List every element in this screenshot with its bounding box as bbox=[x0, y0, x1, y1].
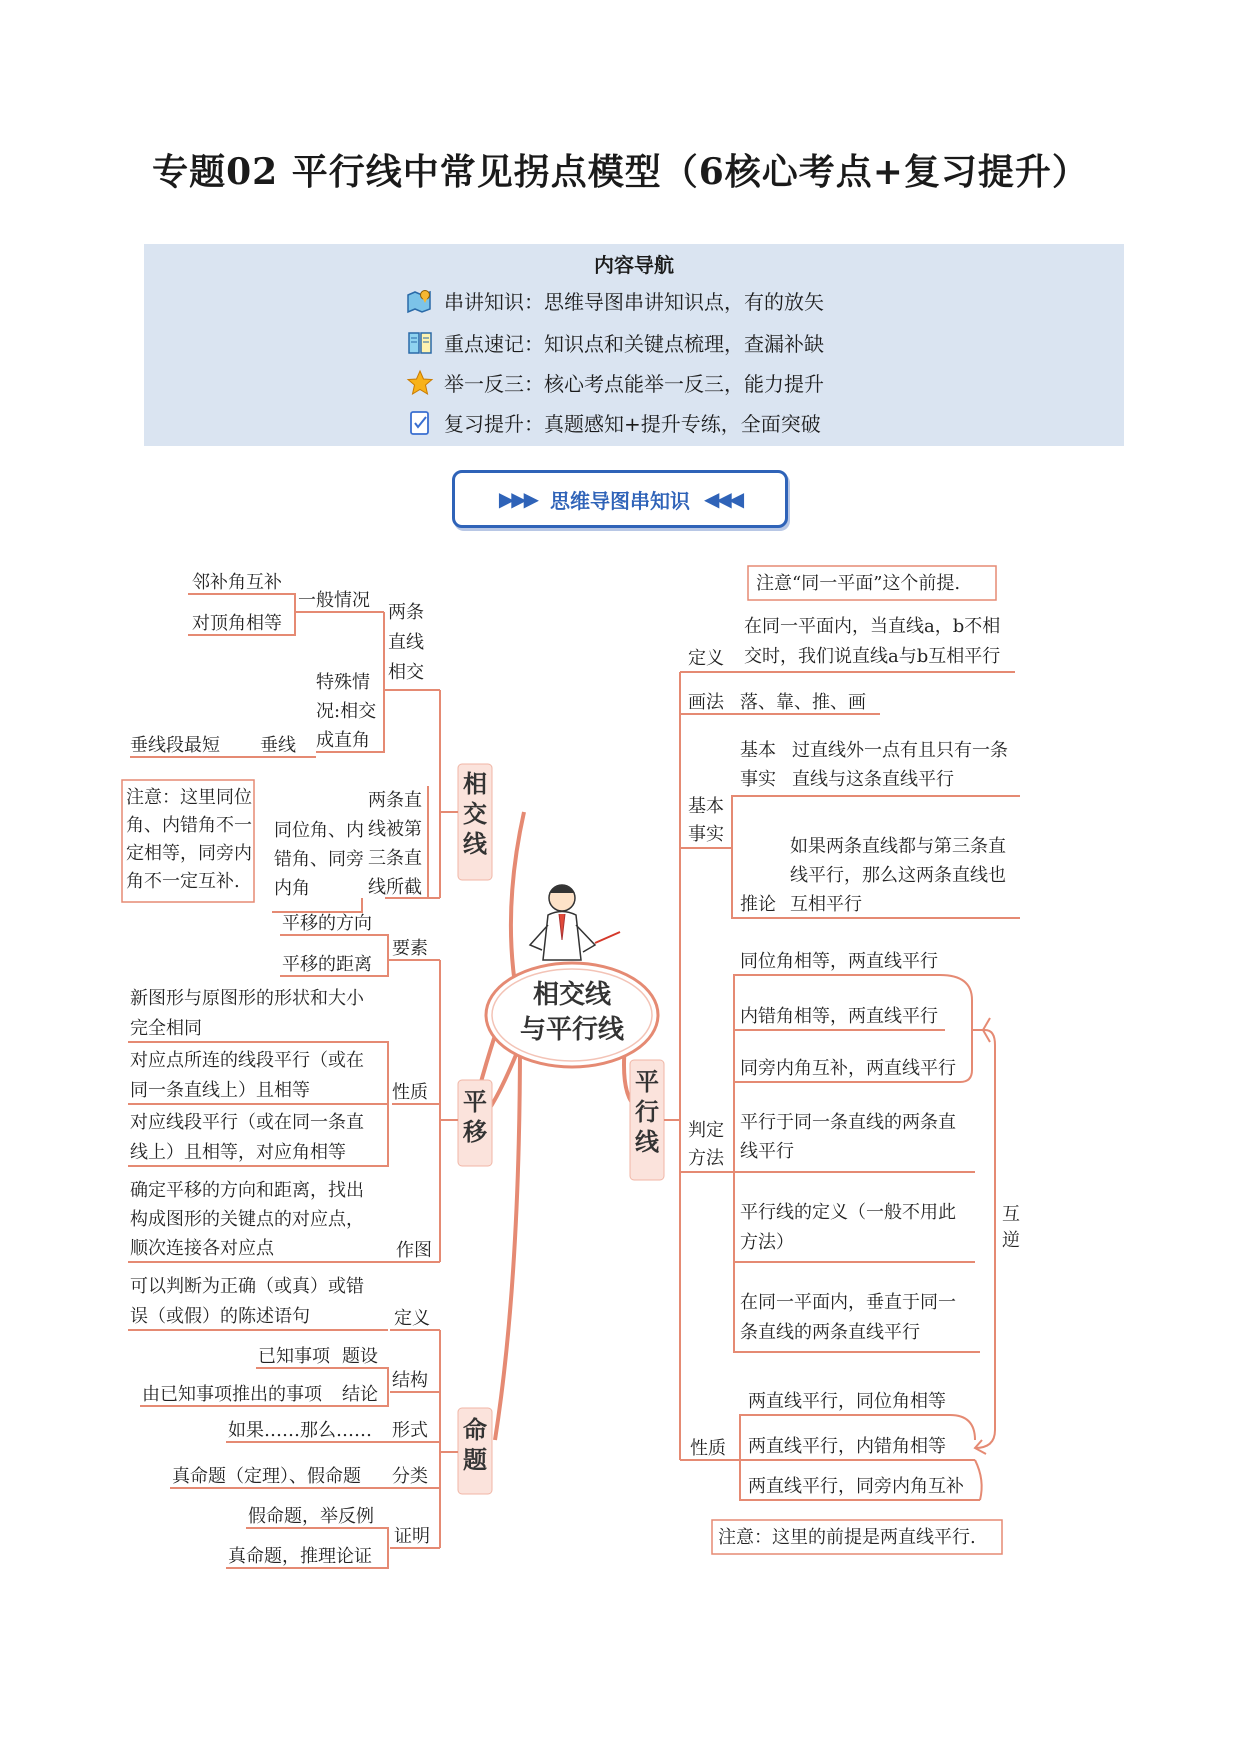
py-property: 性质 bbox=[392, 1082, 428, 1103]
xjx-three-3: 三条直 bbox=[368, 848, 422, 869]
pxx-bf-label-2: 事实 bbox=[740, 769, 776, 790]
pxx-j4-1: 平行于同一条直线的两条直 bbox=[740, 1112, 956, 1133]
xjx-two-lines-1: 两条 bbox=[388, 602, 424, 623]
pxx-note-top: 注意“同一平面”这个前提. bbox=[756, 573, 961, 594]
mt-counter: 假命题，举反例 bbox=[248, 1506, 374, 1527]
banner-title: 思维导图串知识 bbox=[550, 488, 690, 513]
pxx-property: 性质 bbox=[690, 1438, 726, 1459]
mt-proof: 证明 bbox=[394, 1526, 430, 1547]
nav-item-knowledge: 串讲知识：思维导图串讲知识点，有的放矢 bbox=[406, 286, 824, 315]
mt-conclusion: 结论 bbox=[342, 1384, 378, 1405]
mt-known: 已知事项 bbox=[258, 1346, 330, 1367]
arrows-left-icon: ◀◀◀ bbox=[704, 487, 742, 511]
xjx-note-2: 角、内错角不一 bbox=[126, 815, 252, 836]
xjx-vertical: 对顶角相等 bbox=[192, 613, 282, 634]
branch-py-1: 平 bbox=[463, 1088, 487, 1116]
pxx-judgement-2: 方法 bbox=[688, 1148, 724, 1169]
xjx-angles-1: 同位角、内 bbox=[274, 820, 364, 841]
xjx-two-lines-3: 相交 bbox=[388, 662, 424, 683]
pxx-definition: 定义 bbox=[688, 648, 724, 669]
py-drawing: 作图 bbox=[396, 1240, 432, 1261]
pxx-bf-text-1: 过直线外一点有且只有一条 bbox=[792, 740, 1008, 761]
mt-hypothesis: 题设 bbox=[342, 1346, 378, 1367]
pxx-subtree bbox=[664, 566, 1020, 1554]
xjx-special-1: 特殊情 bbox=[316, 672, 370, 693]
nav-item-practice: 举一反三：核心考点能举一反三，能力提升 bbox=[406, 368, 824, 397]
pxx-j4-2: 线平行 bbox=[740, 1141, 794, 1162]
mt-def-1: 可以判断为正确（或真）或错 bbox=[130, 1276, 364, 1297]
nav-item-keypoints: 重点速记：知识点和关键点梳理，查漏补缺 bbox=[406, 328, 824, 357]
mt-subtree bbox=[128, 1276, 458, 1568]
pxx-corollary: 推论 bbox=[740, 894, 776, 915]
branch-pxx-3: 线 bbox=[635, 1128, 659, 1156]
xjx-perpendicular: 垂线 bbox=[260, 735, 296, 756]
py-subtree bbox=[128, 913, 458, 1262]
pxx-drawing-text: 落、靠、推、画 bbox=[740, 692, 866, 713]
branch-xjx-3: 线 bbox=[463, 830, 487, 858]
pxx-cor-3: 互相平行 bbox=[790, 894, 862, 915]
xjx-three-4: 线所截 bbox=[368, 877, 422, 898]
mt-derived: 由已知事项推出的事项 bbox=[142, 1384, 322, 1405]
xjx-note-1: 注意：这里同位 bbox=[126, 787, 252, 808]
page-title: 专题02 平行线中常见拐点模型（6核心考点+复习提升） bbox=[152, 151, 1089, 193]
pxx-inverse-2: 逆 bbox=[1002, 1230, 1020, 1251]
pxx-j6-2: 条直线的两条直线平行 bbox=[740, 1322, 920, 1343]
pxx-j6-1: 在同一平面内，垂直于同一 bbox=[740, 1292, 956, 1313]
pxx-def-2: 交时，我们说直线a与b互相平行 bbox=[744, 646, 1001, 667]
pxx-p3: 两直线平行，同旁内角互补 bbox=[748, 1476, 964, 1497]
xjx-note-3: 定相等，同旁内 bbox=[126, 843, 252, 864]
pxx-j5-1: 平行线的定义（一般不用此 bbox=[740, 1202, 956, 1223]
pxx-drawing: 画法 bbox=[688, 692, 724, 713]
pxx-bf-label-1: 基本 bbox=[740, 740, 776, 761]
branch-pxx-2: 行 bbox=[635, 1098, 659, 1126]
py-corresp-seg-1: 对应线段平行（或在同一条直 bbox=[130, 1112, 364, 1133]
py-elements: 要素 bbox=[392, 938, 428, 959]
branch-mt-2: 题 bbox=[463, 1446, 487, 1474]
pxx-j3: 同旁内角互补，两直线平行 bbox=[740, 1058, 956, 1079]
mt-form-text: 如果……那么…… bbox=[228, 1420, 372, 1441]
mt-reasoning: 真命题，推理论证 bbox=[228, 1546, 372, 1567]
pxx-p2: 两直线平行，内错角相等 bbox=[748, 1436, 946, 1457]
teacher-illustration bbox=[530, 885, 620, 960]
xjx-three-2: 线被第 bbox=[368, 819, 422, 840]
py-drawing-1: 确定平移的方向和距离，找出 bbox=[130, 1180, 364, 1201]
xjx-subtree bbox=[122, 572, 458, 912]
pxx-bf-text-2: 直线与这条直线平行 bbox=[792, 769, 954, 790]
arrows-right-icon: ▶▶▶ bbox=[498, 487, 536, 511]
nav-heading: 内容导航 bbox=[594, 253, 674, 277]
branch-pxx-1: 平 bbox=[635, 1068, 659, 1096]
xjx-angles-2: 错角、同旁 bbox=[274, 849, 364, 870]
py-distance: 平移的距离 bbox=[282, 954, 372, 975]
py-shape-2: 完全相同 bbox=[130, 1018, 202, 1039]
center-line1: 相交线 bbox=[532, 980, 612, 1010]
xjx-shortest: 垂线段最短 bbox=[130, 735, 220, 756]
py-drawing-3: 顺次连接各对应点 bbox=[130, 1238, 274, 1259]
nav-item-review: 复习提升：真题感知+提升专练，全面突破 bbox=[406, 408, 821, 437]
mt-classify: 分类 bbox=[392, 1466, 428, 1487]
mt-def-2: 误（或假）的陈述语句 bbox=[130, 1306, 310, 1327]
xjx-special-2: 况:相交 bbox=[316, 701, 377, 722]
branch-xjx-1: 相 bbox=[463, 770, 487, 798]
py-direction: 平移的方向 bbox=[282, 913, 372, 934]
mt-structure: 结构 bbox=[392, 1370, 428, 1391]
pxx-cor-1: 如果两条直线都与第三条直 bbox=[790, 836, 1006, 857]
pxx-cor-2: 线平行，那么这两条直线也 bbox=[790, 865, 1006, 886]
center-line2: 与平行线 bbox=[519, 1015, 625, 1045]
xjx-angles-3: 内角 bbox=[274, 878, 310, 899]
py-drawing-2: 构成图形的关键点的对应点， bbox=[130, 1209, 364, 1230]
pxx-j5-2: 方法） bbox=[740, 1232, 794, 1253]
pxx-basic-facts-2: 事实 bbox=[688, 824, 724, 845]
pxx-inverse-1: 互 bbox=[1002, 1204, 1020, 1225]
xjx-three-1: 两条直 bbox=[368, 790, 422, 811]
mt-classify-text: 真命题（定理）、假命题 bbox=[172, 1466, 361, 1487]
xjx-adjacent: 邻补角互补 bbox=[192, 572, 282, 593]
xjx-special-3: 成直角 bbox=[316, 730, 370, 751]
mt-definition: 定义 bbox=[394, 1308, 430, 1329]
branch-mt-1: 命 bbox=[463, 1416, 487, 1444]
pxx-basic-facts-1: 基本 bbox=[688, 796, 724, 817]
branch-xjx-2: 交 bbox=[463, 800, 487, 828]
py-shape-1: 新图形与原图形的形状和大小 bbox=[130, 988, 364, 1009]
pxx-p1: 两直线平行，同位角相等 bbox=[748, 1391, 946, 1412]
py-corresp-seg-2: 线上）且相等，对应角相等 bbox=[130, 1142, 346, 1163]
pxx-j1: 同位角相等，两直线平行 bbox=[740, 951, 938, 972]
branch-py-2: 移 bbox=[463, 1118, 487, 1146]
py-corresp-points-1: 对应点所连的线段平行（或在 bbox=[130, 1050, 364, 1071]
pxx-def-1: 在同一平面内，当直线a，b不相 bbox=[744, 616, 1001, 637]
pxx-judgement-1: 判定 bbox=[688, 1120, 724, 1141]
pxx-note-bottom: 注意：这里的前提是两直线平行. bbox=[718, 1527, 976, 1548]
mt-form: 形式 bbox=[392, 1420, 428, 1441]
xjx-general: 一般情况 bbox=[298, 590, 370, 611]
pxx-j2: 内错角相等，两直线平行 bbox=[740, 1006, 938, 1027]
xjx-two-lines-2: 直线 bbox=[388, 632, 424, 653]
xjx-note-4: 角不一定互补. bbox=[126, 871, 240, 892]
py-corresp-points-2: 同一条直线上）且相等 bbox=[130, 1080, 310, 1101]
